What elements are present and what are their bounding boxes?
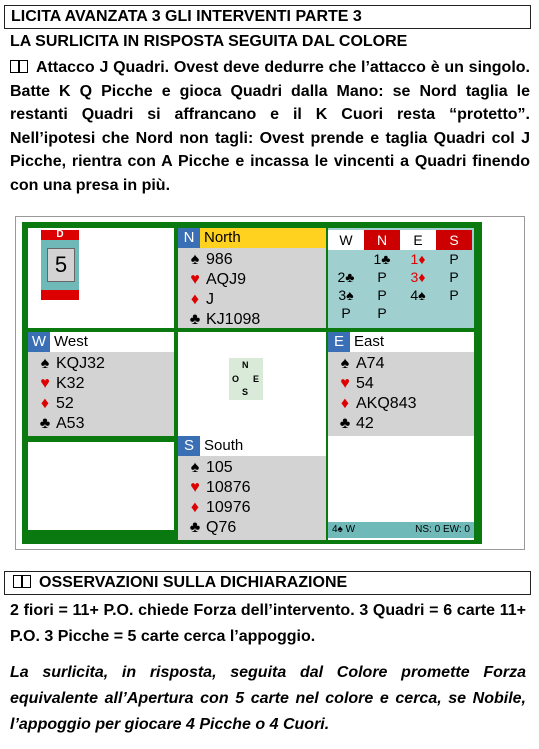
south-vuln-marker [41,290,79,300]
score-label: NS: 0 EW: 0 [415,524,470,535]
diamond-icon: ♦ [40,395,50,412]
diamond-icon: ♦ [190,499,200,516]
club-icon: ♣ [39,415,51,432]
north-label: North [204,229,241,246]
north-spades: 986 [206,251,233,268]
heart-icon: ♥ [190,271,200,288]
west-diamonds: 52 [56,395,74,412]
bid-header-s: S [436,230,472,250]
page-title: LICITA AVANZATA 3 GLI INTERVENTI PARTE 3 [4,5,531,29]
west-hand [28,332,174,436]
south-clubs: Q76 [206,519,237,536]
south-label: South [204,437,244,454]
book-icon [13,575,31,588]
empty-panel [28,442,174,530]
south-diamonds: 10976 [206,499,251,516]
bid: P [449,287,459,303]
observations-text: 2 fiori = 11+ P.O. chiede Forza dell’intervento. 3 Quadri = 6 carte 11+ P.O. 3 Picche = 5 carte cerca l’appoggio. [10,602,526,645]
bid: 2♣ [337,269,355,285]
club-icon: ♣ [339,415,351,432]
dealer-marker: D [41,230,79,240]
south-spades: 105 [206,459,233,476]
bid-header-e: E [400,230,436,250]
compass-icon: N O E S [229,358,263,400]
east-diamonds: AKQ843 [356,395,417,412]
result-panel [328,436,474,540]
west-hearts: K32 [56,375,85,392]
bid: 1♣ [373,251,391,267]
north-clubs: KJ1098 [206,311,261,328]
bid: P [377,287,387,303]
board-number-panel [28,228,174,328]
bid: P [377,269,387,285]
bidding-panel [328,228,474,328]
spade-icon: ♠ [190,251,200,268]
diamond-icon: ♦ [340,395,350,412]
bid-header-n: N [364,230,400,250]
observations-italic-text: La surlicita, in risposta, seguita dal Colore promette Forza equivalente all’Apertura con 5 carte nel colore e cerca, se Nobile, l’appoggio per giocare 4 Picche o 4 Cuori. [10,664,526,733]
spade-icon: ♠ [190,459,200,476]
board-number: 5 [41,240,79,290]
west-spades: KQJ32 [56,355,105,372]
heart-icon: ♥ [190,479,200,496]
bid: P [449,269,459,285]
bid: P [341,305,351,321]
bid: P [449,251,459,267]
north-hearts: AQJ9 [206,271,247,288]
section-subtitle: LA SURLICITA IN RISPOSTA SEGUITA DAL COLORE [10,33,408,50]
spade-icon: ♠ [340,355,350,372]
heart-icon: ♥ [340,375,350,392]
west-seat-badge: W [28,332,50,352]
spade-icon: ♠ [40,355,50,372]
bid: 1♦ [410,251,426,267]
diamond-icon: ♦ [190,291,200,308]
intro-text: Attacco J Quadri. Ovest deve dedurre che l’attacco è un singolo. Batte K Q Picche e gioca Quadri dalla Mano: se Nord taglia le restanti Quadri si affrancano e il K Cuori resta “protetto”. Nell’ipotesi che Nord non tagli: Ovest prende e taglia Quadri col J Picche, rientra con A Picche e incassa le vincenti a Quadri finendo con una presa in più. [10,59,530,194]
north-seat-badge: N [178,228,200,248]
table-center [178,332,326,436]
intro-paragraph [10,56,530,197]
east-label: East [354,333,385,350]
observations-title: OSSERVAZIONI SULLA DICHIARAZIONE [39,574,348,591]
heart-icon: ♥ [40,375,50,392]
west-label: West [54,333,88,350]
west-clubs: A53 [56,415,85,432]
bid: 3♠ [338,287,354,303]
south-hand [178,436,326,540]
result-bar [328,522,474,538]
bid: P [377,305,387,321]
bid: 3♦ [410,269,426,285]
east-clubs: 42 [356,415,374,432]
east-hand [328,332,474,436]
book-icon [10,60,28,73]
south-hearts: 10876 [206,479,251,496]
south-seat-badge: S [178,436,200,456]
east-spades: A74 [356,355,385,372]
bid [328,249,364,269]
north-hand [178,228,326,328]
club-icon: ♣ [189,519,201,536]
bid-header-w: W [328,230,364,250]
east-hearts: 54 [356,375,374,392]
north-diamonds: J [206,291,214,308]
bid: 4♠ [410,287,426,303]
contract-label: 4♠ W [332,524,356,535]
observations-title-box [4,571,531,595]
board-background [22,222,482,544]
east-seat-badge: E [328,332,350,352]
club-icon: ♣ [189,311,201,328]
